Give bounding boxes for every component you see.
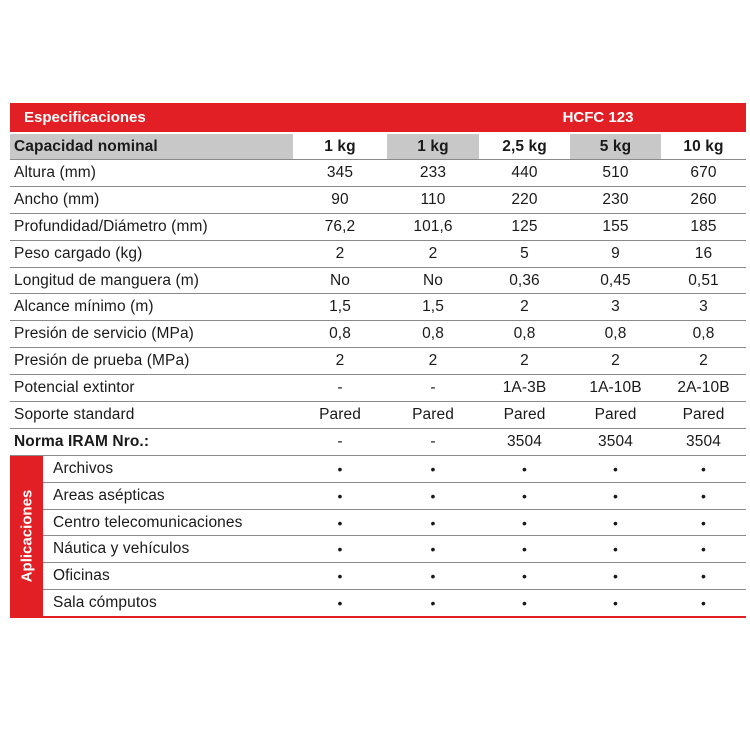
bullet-icon: • [521, 460, 527, 477]
applications-section [10, 456, 746, 618]
application-label: Archivos [43, 456, 293, 482]
table-row [10, 321, 746, 348]
table-cell: No [329, 271, 350, 289]
row-label: Alcance mínimo (m) [10, 294, 293, 320]
capacity-cell: 1 kg [387, 134, 479, 159]
capacity-row [10, 134, 746, 160]
spec-rows [10, 160, 746, 456]
table-cell: 76,2 [324, 217, 356, 235]
table-cell: 2 [611, 352, 620, 370]
table-cell: - [337, 379, 343, 397]
table-cell: 1A-3B [502, 379, 547, 397]
table-cell: 2 [520, 298, 529, 316]
bullet-icon: • [430, 595, 436, 612]
table-cell: 3504 [686, 432, 721, 450]
table-cell: 110 [420, 190, 446, 208]
table-cell: 3504 [507, 432, 542, 450]
application-row [43, 456, 746, 483]
table-row [10, 268, 746, 295]
bullet-icon: • [612, 487, 618, 504]
capacity-cell: 2,5 kg [479, 134, 570, 159]
table-cell: Pared [503, 405, 546, 423]
bullet-icon: • [521, 595, 527, 612]
bullet-icon: • [700, 595, 706, 612]
table-cell: 5 [520, 244, 529, 262]
table-cell: 0,51 [688, 271, 719, 289]
table-cell: 90 [331, 190, 349, 208]
table-cell: 185 [690, 217, 717, 235]
table-cell: 230 [602, 190, 629, 208]
row-label: Peso cargado (kg) [10, 241, 293, 267]
bullet-icon: • [337, 541, 343, 558]
bullet-icon: • [337, 595, 343, 612]
table-cell: 0,8 [422, 325, 444, 343]
bullet-icon: • [612, 460, 618, 477]
table-row [10, 375, 746, 402]
table-row [10, 348, 746, 375]
table-header [10, 103, 746, 134]
table-cell: - [337, 432, 343, 450]
table-cell: 220 [511, 190, 538, 208]
table-cell: 2 [699, 352, 708, 370]
bullet-icon: • [430, 541, 436, 558]
bullet-icon: • [700, 514, 706, 531]
table-cell: 3 [699, 298, 708, 316]
table-cell: Pared [682, 405, 725, 423]
application-row [43, 563, 746, 590]
bullet-icon: • [521, 568, 527, 585]
application-row [43, 510, 746, 537]
bullet-icon: • [612, 568, 618, 585]
applications-rows [43, 456, 746, 618]
application-label: Náutica y vehículos [43, 536, 293, 562]
table-cell: 260 [690, 190, 717, 208]
table-cell: 0,8 [692, 325, 715, 343]
bullet-icon: • [430, 460, 436, 477]
table-cell: 233 [419, 163, 447, 181]
application-label: Areas asépticas [43, 483, 293, 509]
bullet-icon: • [612, 514, 618, 531]
table-cell: 2 [428, 352, 438, 370]
table-row [10, 214, 746, 241]
table-cell: 2 [335, 244, 345, 262]
table-cell: 3504 [598, 432, 633, 450]
table-cell: 0,45 [600, 271, 631, 289]
bullet-icon: • [337, 568, 343, 585]
bullet-icon: • [430, 568, 436, 585]
row-label: Longitud de manguera (m) [10, 268, 293, 294]
bullet-icon: • [700, 460, 706, 477]
table-row [10, 241, 746, 268]
bullet-icon: • [521, 487, 527, 504]
header-product: HCFC 123 [562, 109, 634, 126]
header-specifications: Especificaciones [24, 109, 146, 126]
table-cell: Pared [594, 405, 637, 423]
application-row [43, 483, 746, 510]
table-row [10, 402, 746, 429]
row-label: Altura (mm) [10, 160, 293, 186]
table-cell: 670 [690, 163, 717, 181]
table-cell: 1A-10B [589, 379, 642, 397]
row-label: Ancho (mm) [10, 187, 293, 213]
table-cell: 345 [326, 163, 354, 181]
application-label: Sala cómputos [43, 590, 293, 616]
row-label: Capacidad nominal [10, 134, 293, 159]
bullet-icon: • [700, 487, 706, 504]
bullet-icon: • [337, 460, 343, 477]
table-cell: 2 [335, 352, 345, 370]
capacity-cell: 10 kg [661, 134, 746, 159]
applications-side-label [10, 456, 43, 618]
bullet-icon: • [430, 514, 436, 531]
capacity-cell: 5 kg [570, 134, 661, 159]
bullet-icon: • [430, 487, 436, 504]
table-cell: 0,36 [509, 271, 540, 289]
row-label: Presión de servicio (MPa) [10, 321, 293, 347]
table-cell: 16 [694, 244, 713, 262]
bullet-icon: • [700, 568, 706, 585]
applications-title: Aplicaciones [18, 489, 35, 583]
table-cell: 440 [511, 163, 538, 181]
application-label: Oficinas [43, 563, 293, 589]
table-cell: No [422, 271, 443, 289]
table-row [10, 187, 746, 214]
table-cell: 125 [511, 217, 538, 235]
table-cell: 0,8 [513, 325, 536, 343]
table-cell: 2 [428, 244, 438, 262]
table-row [10, 160, 746, 187]
row-label: Potencial extintor [10, 375, 293, 401]
bullet-icon: • [612, 541, 618, 558]
bullet-icon: • [337, 514, 343, 531]
bullet-icon: • [337, 487, 343, 504]
application-row [43, 590, 746, 618]
row-label: Profundidad/Diámetro (mm) [10, 214, 293, 240]
bullet-icon: • [700, 541, 706, 558]
row-label: Soporte standard [10, 402, 293, 428]
table-cell: 9 [611, 244, 620, 262]
bullet-icon: • [612, 595, 618, 612]
table-cell: Pared [412, 405, 454, 423]
table-cell: 1,5 [422, 298, 444, 316]
table-cell: - [430, 432, 436, 450]
table-cell: 0,8 [604, 325, 627, 343]
table-cell: 2 [520, 352, 529, 370]
row-label: Norma IRAM Nro.: [10, 429, 293, 455]
table-cell: 101,6 [413, 217, 453, 235]
table-row [10, 429, 746, 456]
row-label: Presión de prueba (MPa) [10, 348, 293, 374]
table-cell: 510 [602, 163, 629, 181]
table-row [10, 294, 746, 321]
table-cell: 0,8 [329, 325, 351, 343]
bullet-icon: • [521, 541, 527, 558]
table-cell: Pared [319, 405, 361, 423]
table-cell: 155 [602, 217, 629, 235]
table-cell: 3 [611, 298, 620, 316]
table-cell: 1,5 [329, 298, 351, 316]
capacity-cell: 1 kg [293, 134, 387, 159]
application-label: Centro telecomunicaciones [43, 510, 293, 536]
bullet-icon: • [521, 514, 527, 531]
table-cell: - [430, 379, 436, 397]
spec-table [10, 103, 746, 618]
application-row [43, 536, 746, 563]
table-cell: 2A-10B [677, 379, 730, 397]
